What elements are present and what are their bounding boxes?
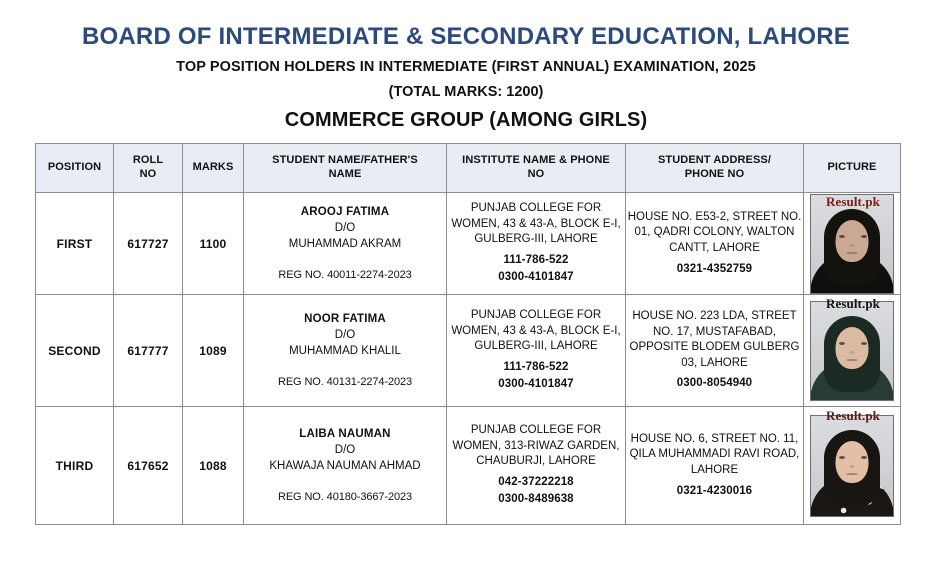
registration-no: REG NO. 40011-2274-2023: [278, 268, 412, 281]
photo-eye-left: [839, 456, 845, 459]
position-label: THIRD: [55, 458, 94, 473]
institute-phone-1: 111-786-522: [503, 360, 569, 373]
roll-no-value: 617652: [127, 458, 169, 473]
photo-watermark: Result.pk: [826, 296, 880, 311]
student-address: HOUSE NO. 223 LDA, STREET NO. 17, MUSTAFABAD, OPPOSITE BLODEM GULBERG 03, LAHORE: [629, 309, 800, 369]
institute-phone-2: 0300-4101847: [498, 271, 574, 284]
column-header-institute: [447, 144, 626, 193]
board-title: BOARD OF INTERMEDIATE & SECONDARY EDUCATION, LAHORE: [82, 23, 850, 50]
cell-marks: [183, 295, 244, 407]
photo-watermark: Result.pk: [826, 408, 880, 423]
photo-eye-left: [839, 235, 845, 238]
photo-eye-right: [861, 342, 867, 345]
position-label: SECOND: [48, 343, 101, 358]
cell-marks: [183, 193, 244, 295]
student-name: NOOR FATIMA: [304, 312, 386, 325]
cell-student-address: [626, 295, 804, 407]
cell-picture: [804, 407, 901, 525]
student-relation: D/O: [334, 222, 356, 235]
photo-eye-right: [861, 456, 867, 459]
marks-value: 1089: [199, 343, 227, 358]
father-name: MUHAMMAD AKRAM: [288, 238, 402, 251]
marks-value: 1100: [199, 236, 227, 251]
column-header-address: [626, 144, 804, 193]
column-header-student-line1: STUDENT NAME/FATHER'S: [272, 154, 418, 167]
cell-institute: [447, 295, 626, 407]
column-header-roll-line1: ROLL: [132, 154, 164, 167]
column-header-address-line2: PHONE NO: [684, 168, 745, 180]
column-header-address-line1: STUDENT ADDRESS/: [657, 154, 772, 167]
column-header-institute-line1: INSTITUTE NAME & PHONE: [462, 154, 610, 167]
student-phone: 0300-8054940: [676, 377, 753, 390]
student-address: HOUSE NO. E53-2, STREET NO. 01, QADRI COLONY, WALTON CANTT, LAHORE: [627, 210, 802, 254]
examination-subtitle: TOP POSITION HOLDERS IN INTERMEDIATE (FIRST ANNUAL) EXAMINATION, 2025: [176, 59, 756, 76]
cell-roll-no: [114, 193, 183, 295]
photo-nose: [850, 351, 855, 354]
table-header: [36, 144, 901, 193]
total-marks-line: (TOTAL MARKS: 1200): [388, 84, 544, 101]
cell-roll-no: [114, 295, 183, 407]
cell-position: [36, 295, 114, 407]
student-photo: [810, 301, 894, 401]
photo-eye-left: [839, 342, 845, 345]
roll-no-value: 617777: [127, 343, 169, 358]
cell-student-name: [244, 193, 447, 295]
table-header-row: [36, 144, 901, 193]
column-header-marks-label: MARKS: [192, 161, 234, 174]
column-header-student-line2: NAME: [328, 168, 362, 180]
column-header-position-label: POSITION: [47, 161, 102, 174]
cell-position: [36, 407, 114, 525]
group-title: COMMERCE GROUP (AMONG GIRLS): [284, 109, 648, 132]
cell-student-address: [626, 193, 804, 295]
column-header-institute-line2: NO: [527, 168, 545, 180]
cell-institute: [447, 407, 626, 525]
cell-marks: [183, 407, 244, 525]
table-body: [36, 193, 901, 525]
column-header-student-name: [244, 144, 447, 193]
photo-face: [836, 327, 869, 369]
registration-no: REG NO. 40180-3667-2023: [277, 490, 413, 503]
results-table-container: [35, 143, 900, 525]
institute-phone-1: 042-37222218: [498, 475, 574, 488]
institute-address: PUNJAB COLLEGE FOR WOMEN, 43 & 43-A, BLOCK E-I, GULBERG-III, LAHORE: [451, 201, 621, 246]
column-header-roll-no: [114, 144, 183, 193]
cell-roll-no: [114, 407, 183, 525]
cell-position: [36, 193, 114, 295]
cell-student-name: [244, 407, 447, 525]
cell-student-address: [626, 407, 804, 525]
column-header-position: [36, 144, 114, 193]
table-row: [36, 295, 901, 407]
institute-address: PUNJAB COLLEGE FOR WOMEN, 43 & 43-A, BLOCK E-I, GULBERG-III, LAHORE: [451, 308, 621, 353]
photo-nose: [850, 244, 855, 247]
photo-nose: [850, 465, 855, 468]
photo-face: [836, 441, 869, 483]
student-phone: 0321-4230016: [676, 484, 753, 497]
institute-phone-2: 0300-4101847: [498, 378, 574, 391]
table-row: [36, 193, 901, 295]
column-header-roll-line2: NO: [139, 168, 157, 180]
student-relation: D/O: [334, 444, 356, 457]
student-address: HOUSE NO. 6, STREET NO. 11, QILA MUHAMMADI RAVI ROAD, LAHORE: [629, 432, 800, 476]
position-label: FIRST: [56, 236, 93, 251]
institute-address: PUNJAB COLLEGE FOR WOMEN, 313-RIWAZ GARDEN, CHAUBURJI, LAHORE: [452, 423, 620, 468]
position-holders-table: [35, 143, 901, 525]
column-header-picture-label: PICTURE: [827, 161, 877, 174]
photo-mouth: [846, 473, 858, 475]
student-phone: 0321-4352759: [676, 262, 753, 275]
student-photo: [810, 415, 894, 517]
marks-value: 1088: [199, 458, 227, 473]
cell-picture: [804, 193, 901, 295]
cell-student-name: [244, 295, 447, 407]
roll-no-value: 617727: [127, 236, 169, 251]
photo-mouth: [846, 359, 858, 361]
registration-no: REG NO. 40131-2274-2023: [277, 375, 413, 388]
photo-eye-right: [861, 235, 867, 238]
cell-picture: [804, 295, 901, 407]
document-heading: [0, 0, 932, 131]
father-name: KHAWAJA NAUMAN AHMAD: [269, 460, 421, 473]
father-name: MUHAMMAD KHALIL: [289, 345, 401, 358]
student-relation: D/O: [334, 329, 356, 342]
photo-watermark: Result.pk: [826, 194, 880, 209]
cell-institute: [447, 193, 626, 295]
institute-phone-2: 0300-8489638: [498, 493, 574, 506]
student-name: LAIBA NAUMAN: [299, 427, 391, 440]
table-row: [36, 407, 901, 525]
student-name: AROOJ FATIMA: [300, 205, 390, 218]
institute-phone-1: 111-786-522: [503, 253, 569, 266]
student-photo: [810, 194, 894, 294]
photo-face: [836, 220, 869, 262]
column-header-marks: [183, 144, 244, 193]
photo-mouth: [846, 252, 858, 254]
column-header-picture: [804, 144, 901, 193]
